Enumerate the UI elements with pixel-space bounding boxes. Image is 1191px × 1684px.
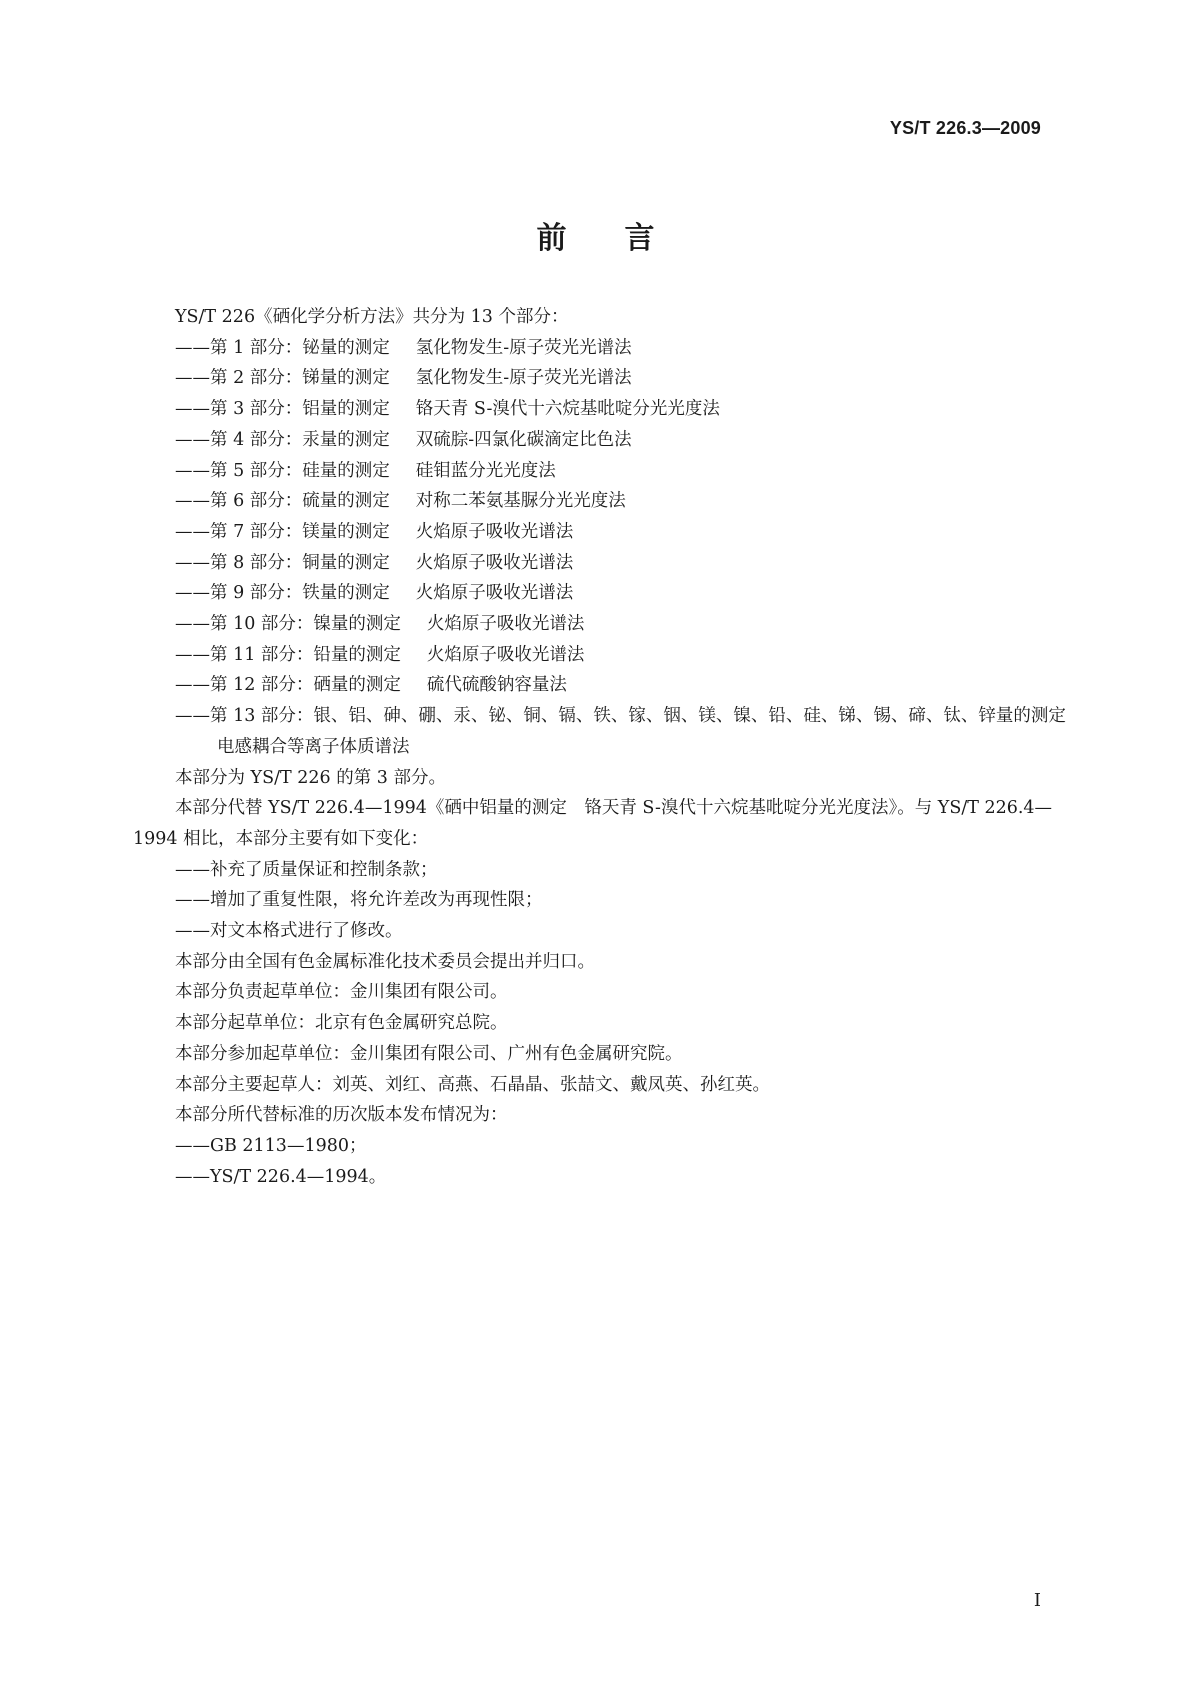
part-item (133, 517, 1053, 548)
history-item: ——GB 2113—1980； (175, 1135, 367, 1156)
part-label: ——第 6 部分：硫量的测定 (175, 491, 390, 512)
part-label: ——第 10 部分：镍量的测定 (175, 614, 401, 635)
main-drafters: 本部分主要起草人：刘英、刘红、高燕、石晶晶、张喆文、戴凤英、孙红英。 (175, 1074, 770, 1095)
part-item (133, 333, 1053, 364)
part-method: 火焰原子吸收光谱法 (415, 521, 574, 542)
part-label: ——第 2 部分：锑量的测定 (175, 368, 390, 389)
part-13-line2: 电感耦合等离子体质谱法 (217, 736, 410, 757)
participating-units: 本部分参加起草单位：金川集团有限公司、广州有色金属研究院。 (175, 1043, 683, 1064)
history-item: ——YS/T 226.4—1994。 (175, 1166, 387, 1187)
part-of-statement: 本部分为 YS/T 226 的第 3 部分。 (175, 767, 446, 788)
part-item (133, 548, 1053, 579)
part-item (133, 425, 1053, 456)
intro-paragraph: YS/T 226《硒化学分析方法》共分为 13 个部分： (175, 307, 569, 327)
part-item (133, 394, 1053, 425)
part-method: 硅钼蓝分光光度法 (415, 460, 556, 481)
standard-number: YS/T 226.3—2009 (889, 118, 1041, 138)
replaces-statement: 本部分代替 YS/T 226.4—1994《硒中铝量的测定 铬天青 S-溴代十六烷基吡啶分光光度法》。与 YS/T 226.4—1994 相比，本部分主要有如下变化： (133, 798, 1053, 849)
page-title: 前言 (536, 221, 713, 256)
responsible-unit: 本部分负责起草单位：金川集团有限公司。 (175, 982, 508, 1003)
foreword-body (133, 302, 1066, 1192)
part-item (133, 640, 1053, 671)
part-label: ——第 1 部分：铋量的测定 (175, 337, 390, 358)
part-label: ——第 7 部分：镁量的测定 (175, 521, 390, 542)
part-label: ——第 4 部分：汞量的测定 (175, 429, 390, 450)
part-label: ——第 8 部分：铜量的测定 (175, 552, 390, 573)
history-list (133, 1131, 1053, 1192)
part-label: ——第 9 部分：铁量的测定 (175, 583, 390, 604)
part-item (133, 486, 1053, 517)
part-method: 硫代硫酸钠容量法 (426, 675, 567, 696)
part-item (133, 578, 1053, 609)
part-item (133, 670, 1053, 701)
part-item (133, 363, 1053, 394)
part-label: ——第 3 部分：铝量的测定 (175, 399, 390, 420)
part-item (133, 609, 1053, 640)
change-item: ——补充了质量保证和控制条款； (175, 859, 438, 880)
part-method: 火焰原子吸收光谱法 (415, 552, 574, 573)
page-number: I (1033, 1590, 1041, 1611)
part-label: ——第 11 部分：铅量的测定 (175, 644, 401, 665)
part-method: 火焰原子吸收光谱法 (415, 583, 574, 604)
part-method: 对称二苯氨基脲分光光度法 (415, 491, 626, 512)
part-13-line1: ——第 13 部分：银、铝、砷、硼、汞、铋、铜、镉、铁、镓、铟、镁、镍、铅、硅、锑、锡、碲、钛、锌量的测定 (175, 706, 1066, 727)
change-item: ——对文本格式进行了修改。 (175, 921, 403, 942)
part-label: ——第 12 部分：硒量的测定 (175, 675, 401, 696)
part-method: 氢化物发生-原子荧光光谱法 (415, 337, 632, 358)
history-intro: 本部分所代替标准的历次版本发布情况为： (175, 1105, 508, 1126)
part-method: 火焰原子吸收光谱法 (426, 614, 585, 635)
part-method: 火焰原子吸收光谱法 (426, 644, 585, 665)
drafting-unit: 本部分起草单位：北京有色金属研究总院。 (175, 1013, 508, 1034)
proposed-by: 本部分由全国有色金属标准化技术委员会提出并归口。 (175, 951, 595, 972)
part-method: 铬天青 S-溴代十六烷基吡啶分光光度法 (415, 399, 720, 420)
part-item (133, 456, 1053, 487)
part-method: 氢化物发生-原子荧光光谱法 (415, 368, 632, 389)
parts-list (133, 333, 1066, 763)
changes-list (133, 855, 1053, 947)
part-method: 双硫腙-四氯化碳滴定比色法 (415, 429, 632, 450)
part-label: ——第 5 部分：硅量的测定 (175, 460, 390, 481)
change-item: ——增加了重复性限，将允许差改为再现性限； (175, 890, 543, 911)
